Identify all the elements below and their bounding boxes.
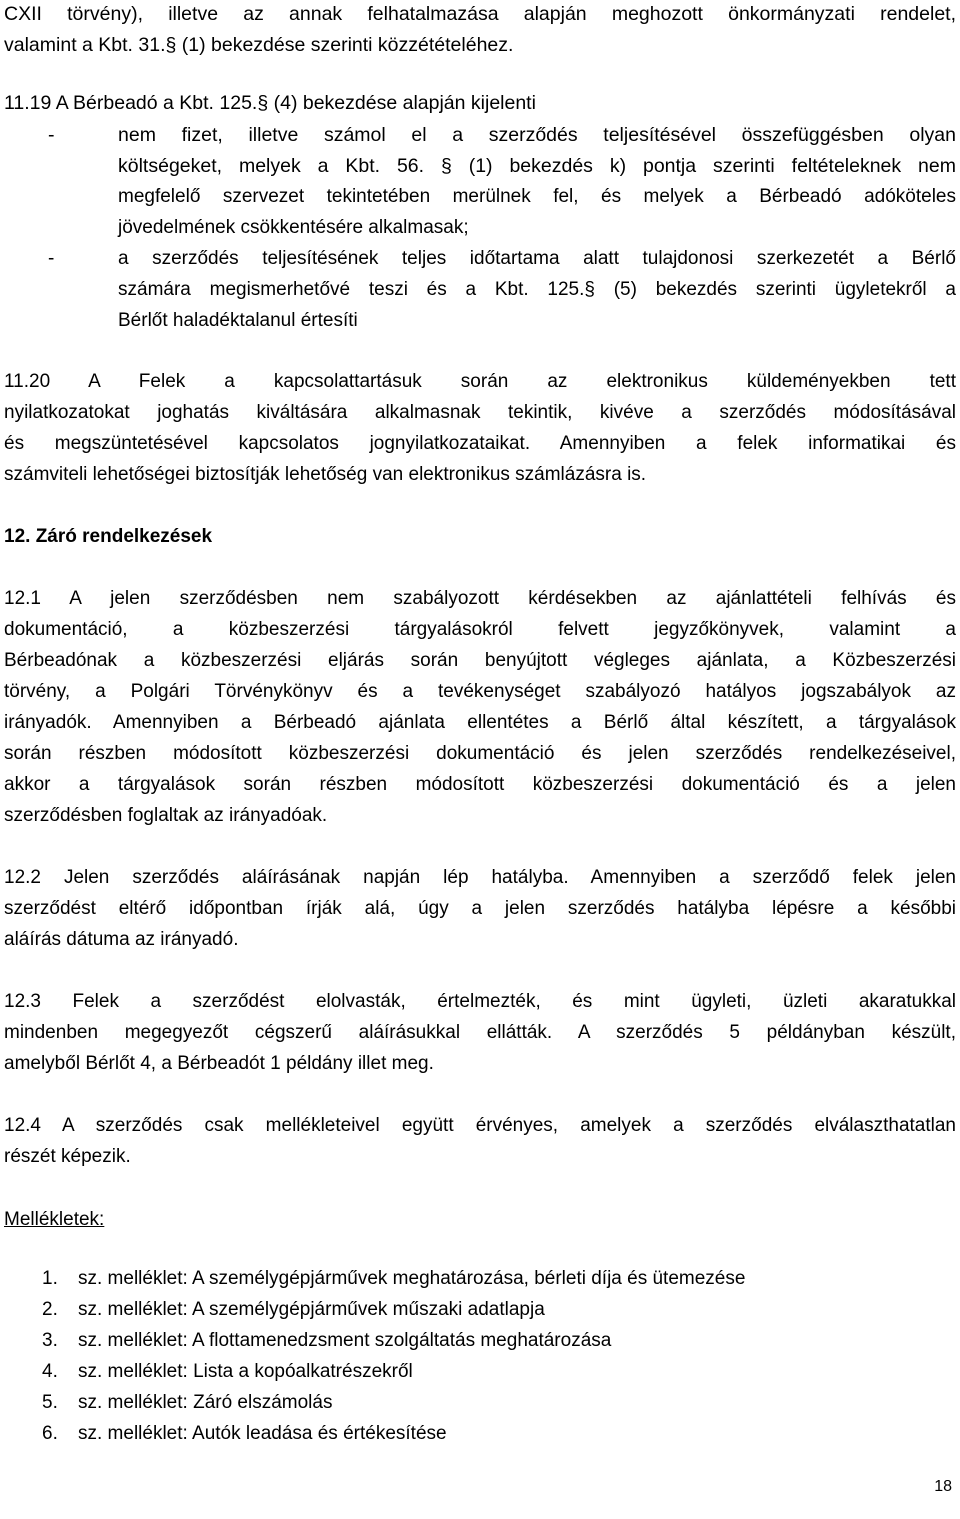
bullet-marker: - <box>48 124 55 146</box>
section-12-1-line-6: során részben módosított közbeszerzési dokumentáció és jelen szerződés rendelkezéseivel, <box>4 743 956 764</box>
section-12-2-line-3: aláírás dátuma az irányadó. <box>4 929 239 950</box>
section-12-1-line-4: törvény, a Polgári Törvénykönyv és a tevékenységet szabályozó hatályos jogszabályok az <box>4 681 956 702</box>
attachment-item: sz. melléklet: A flottamenedzsment szolgáltatás meghatározása <box>78 1330 612 1351</box>
section-12-1-line-1: 12.1 A jelen szerződésben nem szabályozott kérdésekben az ajánlattételi felhívás és <box>4 588 956 609</box>
attachment-number: 5. <box>42 1392 58 1413</box>
section-11-20-line-4: számviteli lehetőségei biztosítják lehetőség van elektronikus számlázásra is. <box>4 464 647 485</box>
section-12-1-line-8: szerződésben foglaltak az irányadóak. <box>4 805 328 826</box>
attachment-number: 6. <box>42 1423 58 1444</box>
section-11-20-line-1: 11.20 A Felek a kapcsolattartásuk során az elektronikus küldeményekben tett <box>4 371 956 392</box>
bullet-1-line-4: jövedelmének csökkentésére alkalmasak; <box>118 217 469 238</box>
page-number: 18 <box>934 1478 952 1495</box>
section-12-heading: 12. Záró rendelkezések <box>4 526 213 547</box>
section-12-2-line-2: szerződést eltérő időpontban írják alá, úgy a jelen szerződés hatályba lépésre a későbbi <box>4 898 956 919</box>
section-11-20-line-2: nyilatkozatokat joghatás kiváltására alkalmasnak tekintik, kivéve a szerződés módosításával <box>4 402 956 423</box>
attachment-item: sz. melléklet: Autók leadása és értékesítése <box>78 1423 447 1444</box>
section-12-2-line-1: 12.2 Jelen szerződés aláírásának napján lép hatályba. Amennyiben a szerződő felek jelen <box>4 867 956 888</box>
attachment-item: sz. melléklet: A személygépjárművek meghatározása, bérleti díja és ütemezése <box>78 1268 746 1289</box>
bullet-2-line-2: számára megismerhetővé teszi és a Kbt. 125.§ (5) bekezdés szerinti ügyletekről a <box>118 279 956 300</box>
bullet-marker: - <box>48 248 55 269</box>
section-12-1-line-3: Bérbeadónak a közbeszerzési eljárás során benyújtott végleges ajánlata, a Közbeszerzési <box>4 650 956 671</box>
bullet-1-line-2: költségeket, melyek a Kbt. 56. § (1) bekezdés k) pontja szerinti feltételeknek nem <box>118 155 956 177</box>
section-11-20-line-3: és megszüntetésével kapcsolatos jognyilatkozataikat. Amennyiben a felek informatikai és <box>4 433 956 454</box>
section-12-3-line-2: mindenben megegyezőt cégszerű aláírásukkal ellátták. A szerződés 5 példányban készült, <box>4 1022 956 1043</box>
attachment-item: sz. melléklet: Záró elszámolás <box>78 1392 333 1413</box>
attachment-number: 4. <box>42 1361 58 1382</box>
section-12-3-line-3: amelyből Bérlőt 4, a Bérbeadót 1 példány illet meg. <box>4 1053 434 1074</box>
bullet-1-line-1: nem fizet, illetve számol el a szerződés teljesítésével összefüggésben olyan <box>118 124 956 146</box>
bullet-2-line-3: Bérlőt haladéktalanul értesíti <box>118 310 358 331</box>
bullet-2-line-1: a szerződés teljesítésének teljes időtartama alatt tulajdonosi szerkezetét a Bérlő <box>118 248 956 269</box>
section-12-1-line-7: akkor a tárgyalások során részben módosított közbeszerzési dokumentáció és a jelen <box>4 774 956 795</box>
section-12-4-line-2: részét képezik. <box>4 1146 131 1167</box>
section-12-1-line-5: irányadók. Amennyiben a Bérbeadó ajánlata ellentétes a Bérlő által készített, a tárgyalások <box>4 712 956 733</box>
continuation-line-2: valamint a Kbt. 31.§ (1) bekezdése szerinti közzétételéhez. <box>4 34 514 56</box>
attachment-item: sz. melléklet: A személygépjárművek műszaki adatlapja <box>78 1299 545 1320</box>
attachment-number: 1. <box>42 1268 58 1289</box>
section-12-1-line-2: dokumentáció, a közbeszerzési tárgyalásokról felvett jegyzőkönyvek, valamint a <box>4 619 956 640</box>
section-12-4-line-1: 12.4 A szerződés csak mellékleteivel együtt érvényes, amelyek a szerződés elválaszthatatlan <box>4 1115 956 1136</box>
attachment-number: 2. <box>42 1299 58 1320</box>
bullet-1-line-3: megfelelő szervezet tekintetében merülnek fel, és melyek a Bérbeadó adóköteles <box>118 186 956 207</box>
attachment-item: sz. melléklet: Lista a kopóalkatrészekről <box>78 1361 413 1382</box>
section-11-19-heading: 11.19 A Bérbeadó a Kbt. 125.§ (4) bekezdése alapján kijelenti <box>4 92 536 114</box>
section-12-3-line-1: 12.3 Felek a szerződést elolvasták, értelmezték, és mint ügyleti, üzleti akaratukkal <box>4 991 956 1012</box>
continuation-line-1: CXII törvény), illetve az annak felhatalmazása alapján meghozott önkormányzati rendelet, <box>4 3 956 25</box>
attachments-heading: Mellékletek: <box>4 1209 105 1230</box>
attachment-number: 3. <box>42 1330 58 1351</box>
